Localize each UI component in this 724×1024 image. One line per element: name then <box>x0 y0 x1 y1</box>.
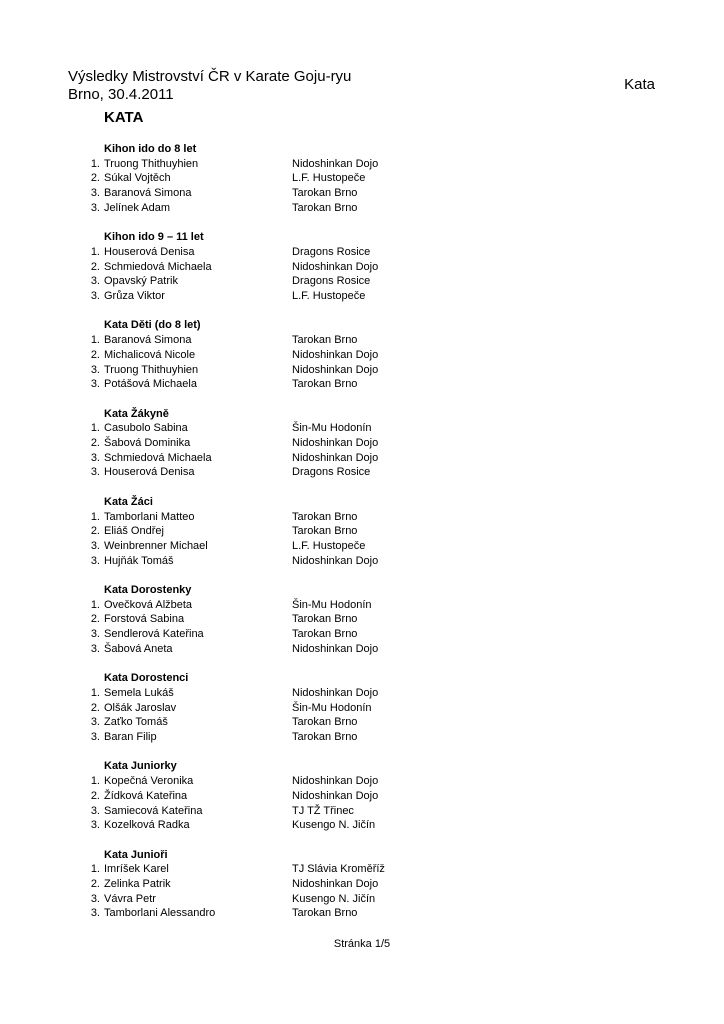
page-number: Stránka 1/5 <box>333 938 391 950</box>
result-club: Kusengo N. Jičín <box>292 892 376 905</box>
result-rank: 3. <box>90 554 100 567</box>
category-title: Kata Juniorky <box>104 760 177 773</box>
category-block <box>80 759 520 833</box>
result-row <box>80 289 520 304</box>
category-block <box>80 495 520 569</box>
category-block <box>80 671 520 745</box>
result-club: Nidoshinkan Dojo <box>292 348 379 361</box>
result-rank: 1. <box>90 334 100 347</box>
result-row <box>80 348 520 363</box>
result-rank: 3. <box>90 539 100 552</box>
result-club: Dragons Rosice <box>292 466 371 479</box>
result-club: Nidoshinkan Dojo <box>292 878 379 891</box>
result-name: Samiecová Kateřina <box>104 804 203 817</box>
result-name: Semela Lukáš <box>104 686 174 699</box>
result-name: Šabová Aneta <box>104 642 173 655</box>
result-row <box>80 171 520 186</box>
result-rank: 3. <box>90 451 100 464</box>
result-club: Šin-Mu Hodonín <box>292 701 372 714</box>
result-name: Schmiedová Michaela <box>104 260 212 273</box>
result-rank: 1. <box>90 422 100 435</box>
result-name: Michalicová Nicole <box>104 348 196 361</box>
result-rank: 3. <box>90 378 100 391</box>
result-row <box>80 421 520 436</box>
result-rank: 3. <box>90 804 100 817</box>
result-club: L.F. Hustopeče <box>292 290 366 303</box>
result-name: Baran Filip <box>104 731 157 744</box>
result-row <box>80 686 520 701</box>
result-name: Tamborlani Matteo <box>104 510 195 523</box>
header-right-label: Kata <box>624 76 655 93</box>
result-name: Truong Thithuyhien <box>104 157 199 170</box>
result-club: Dragons Rosice <box>292 275 371 288</box>
result-name: Hujňák Tomáš <box>104 554 174 567</box>
category-title: Kata Žáci <box>104 495 153 508</box>
result-rank: 1. <box>90 510 100 523</box>
section-heading: KATA <box>104 109 144 126</box>
category-title: Kata Junioři <box>104 848 168 861</box>
category-block <box>80 583 520 657</box>
result-club: Nidoshinkan Dojo <box>292 260 379 273</box>
result-club: Tarokan Brno <box>292 731 358 744</box>
result-row <box>80 701 520 716</box>
result-club: Nidoshinkan Dojo <box>292 789 379 802</box>
result-name: Šabová Dominika <box>104 437 191 450</box>
result-rank: 3. <box>90 628 100 641</box>
results-list <box>80 142 520 936</box>
result-name: Eliáš Ondřej <box>104 525 164 538</box>
result-row <box>80 862 520 877</box>
result-name: Imríšek Karel <box>104 863 169 876</box>
result-row <box>80 715 520 730</box>
result-name: Súkal Vojtěch <box>104 172 171 185</box>
result-club: Šin-Mu Hodonín <box>292 598 372 611</box>
category-block <box>80 230 520 304</box>
result-rank: 1. <box>90 686 100 699</box>
result-club: Nidoshinkan Dojo <box>292 554 379 567</box>
result-rank: 3. <box>90 275 100 288</box>
category-block <box>80 142 520 216</box>
result-club: L.F. Hustopeče <box>292 539 366 552</box>
result-rank: 2. <box>90 437 100 450</box>
result-club: Tarokan Brno <box>292 628 358 641</box>
category-title: Kata Žákyně <box>104 407 169 420</box>
category-title: Kihon ido do 8 let <box>104 143 197 155</box>
result-club: Tarokan Brno <box>292 907 358 920</box>
result-row <box>80 818 520 833</box>
result-rank: 2. <box>90 348 100 361</box>
result-name: Houserová Denisa <box>104 245 195 258</box>
result-club: Nidoshinkan Dojo <box>292 686 379 699</box>
result-row <box>80 877 520 892</box>
result-name: Zaťko Tomáš <box>104 716 168 729</box>
result-name: Casubolo Sabina <box>104 422 188 435</box>
result-club: Tarokan Brno <box>292 334 358 347</box>
result-club: Kusengo N. Jičín <box>292 819 376 832</box>
result-name: Zelinka Patrik <box>104 878 171 891</box>
result-club: TJ Slávia Kroměříž <box>292 863 385 876</box>
result-name: Tamborlani Alessandro <box>104 907 216 920</box>
result-name: Opavský Patrik <box>104 275 178 288</box>
result-row <box>80 642 520 657</box>
result-club: Tarokan Brno <box>292 613 358 626</box>
category-block <box>80 848 520 922</box>
category-title: Kata Dorostenky <box>104 584 192 597</box>
result-row <box>80 363 520 378</box>
result-name: Weinbrenner Michael <box>104 539 208 552</box>
result-row <box>80 598 520 613</box>
title-line-2: Brno, 30.4.2011 <box>68 86 174 103</box>
result-rank: 1. <box>90 245 100 258</box>
category-title: Kihon ido 9 – 11 let <box>104 231 204 244</box>
result-rank: 2. <box>90 260 100 273</box>
result-row <box>80 510 520 525</box>
result-name: Grůza Viktor <box>104 290 165 303</box>
result-row <box>80 789 520 804</box>
result-row <box>80 201 520 216</box>
result-rank: 3. <box>90 466 100 479</box>
result-name: Sendlerová Kateřina <box>104 628 204 641</box>
result-row <box>80 627 520 642</box>
result-rank: 1. <box>90 157 100 170</box>
result-club: Nidoshinkan Dojo <box>292 157 379 170</box>
result-rank: 3. <box>90 907 100 920</box>
result-name: Baranová Simona <box>104 334 192 347</box>
result-row <box>80 804 520 819</box>
result-row <box>80 554 520 569</box>
result-name: Schmiedová Michaela <box>104 451 212 464</box>
category-block <box>80 407 520 481</box>
result-row <box>80 260 520 275</box>
result-row <box>80 157 520 172</box>
result-club: TJ TŽ Třinec <box>292 804 354 817</box>
result-name: Žídková Kateřina <box>104 789 188 802</box>
result-club: Nidoshinkan Dojo <box>292 642 379 655</box>
result-club: Nidoshinkan Dojo <box>292 437 379 450</box>
result-rank: 3. <box>90 187 100 200</box>
result-rank: 3. <box>90 892 100 905</box>
result-name: Truong Thithuyhien <box>104 363 199 376</box>
result-club: Tarokan Brno <box>292 525 358 538</box>
result-name: Kopečná Veronika <box>104 775 194 788</box>
result-rank: 2. <box>90 789 100 802</box>
result-name: Jelínek Adam <box>104 201 171 214</box>
result-row <box>80 774 520 789</box>
result-name: Forstová Sabina <box>104 613 185 626</box>
result-rank: 2. <box>90 878 100 891</box>
result-club: Nidoshinkan Dojo <box>292 451 379 464</box>
result-name: Olšák Jaroslav <box>104 701 177 714</box>
result-club: Tarokan Brno <box>292 201 358 214</box>
document-title <box>68 68 351 104</box>
result-rank: 1. <box>90 863 100 876</box>
result-rank: 1. <box>90 775 100 788</box>
result-rank: 2. <box>90 613 100 626</box>
result-row <box>80 245 520 260</box>
result-row <box>80 906 520 921</box>
result-name: Vávra Petr <box>104 892 156 905</box>
result-rank: 3. <box>90 642 100 655</box>
result-rank: 3. <box>90 201 100 214</box>
result-rank: 2. <box>90 701 100 714</box>
result-club: Tarokan Brno <box>292 510 358 523</box>
result-club: Nidoshinkan Dojo <box>292 775 379 788</box>
result-row <box>80 612 520 627</box>
result-name: Kozelková Radka <box>104 819 190 832</box>
category-title: Kata Děti (do 8 let) <box>104 319 201 332</box>
result-row <box>80 465 520 480</box>
result-row <box>80 186 520 201</box>
result-rank: 3. <box>90 716 100 729</box>
result-rank: 3. <box>90 290 100 303</box>
result-rank: 3. <box>90 363 100 376</box>
result-club: Tarokan Brno <box>292 187 358 200</box>
title-line-1: Výsledky Mistrovství ČR v Karate Goju-ryu <box>68 68 352 85</box>
category-title: Kata Dorostenci <box>104 672 189 685</box>
result-name: Ovečková Alžbeta <box>104 598 193 611</box>
result-rank: 3. <box>90 819 100 832</box>
result-club: Šin-Mu Hodonín <box>292 422 372 435</box>
result-row <box>80 274 520 289</box>
result-club: Tarokan Brno <box>292 716 358 729</box>
result-row <box>80 539 520 554</box>
result-name: Houserová Denisa <box>104 466 195 479</box>
result-row <box>80 377 520 392</box>
category-block <box>80 318 520 392</box>
result-club: Tarokan Brno <box>292 378 358 391</box>
result-name: Baranová Simona <box>104 187 192 200</box>
result-club: Dragons Rosice <box>292 245 371 258</box>
result-club: Nidoshinkan Dojo <box>292 363 379 376</box>
result-row <box>80 451 520 466</box>
result-rank: 3. <box>90 731 100 744</box>
result-row <box>80 333 520 348</box>
result-row <box>80 730 520 745</box>
result-rank: 2. <box>90 525 100 538</box>
result-row <box>80 524 520 539</box>
result-club: L.F. Hustopeče <box>292 172 366 185</box>
result-row <box>80 892 520 907</box>
result-row <box>80 436 520 451</box>
result-rank: 1. <box>90 598 100 611</box>
result-rank: 2. <box>90 172 100 185</box>
result-name: Potášová Michaela <box>104 378 197 391</box>
